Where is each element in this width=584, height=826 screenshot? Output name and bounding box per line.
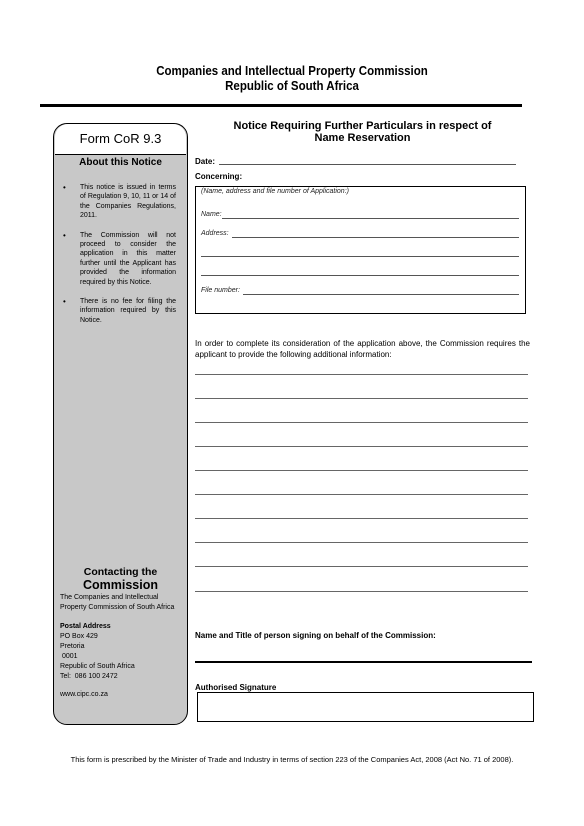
response-line[interactable]	[195, 422, 528, 423]
website-link[interactable]: www.cipc.co.za	[60, 691, 108, 698]
postal-title: Postal Address	[60, 623, 111, 630]
response-line[interactable]	[195, 446, 528, 447]
response-line[interactable]	[195, 494, 528, 495]
footer-note: This form is prescribed by the Minister of Trade and Industry in terms of section 223 of the Companies Act, 2008 (Act No. 71 of 2008).	[70, 755, 514, 764]
postal-line: 0001	[60, 653, 78, 660]
about-bullets	[63, 183, 176, 335]
header-divider	[40, 104, 522, 107]
about-bullet-3: • There is no fee for filing the information required by this Notice.	[63, 297, 176, 325]
org-line2: Property Commission of South Africa	[60, 604, 175, 611]
form-name: Form CoR 9.3	[55, 124, 186, 155]
about-title: About this Notice	[79, 157, 162, 168]
response-line[interactable]	[195, 398, 528, 399]
file-number-field[interactable]	[243, 294, 519, 295]
signer-label: Name and Title of person signing on behalf of the Commission:	[195, 631, 436, 640]
country-name: Republic of South Africa	[225, 79, 359, 93]
response-line[interactable]	[195, 470, 528, 471]
notice-title-line2: Name Reservation	[314, 132, 411, 144]
response-line[interactable]	[195, 542, 528, 543]
address-field-line[interactable]	[201, 275, 519, 276]
response-line[interactable]	[195, 518, 528, 519]
file-number-label: File number:	[201, 287, 240, 294]
signature-box[interactable]	[197, 692, 534, 722]
commission-name: Companies and Intellectual Property Commission	[156, 64, 428, 78]
response-line[interactable]	[195, 591, 528, 592]
name-field[interactable]	[222, 218, 519, 219]
notice-title-line1: Notice Requiring Further Particulars in respect of	[233, 120, 492, 132]
address-field-line[interactable]	[232, 237, 519, 238]
telephone: Tel: 086 100 2472	[60, 673, 118, 680]
contact-title-line1: Contacting the	[83, 566, 158, 578]
response-line[interactable]	[195, 374, 528, 375]
about-bullet-2: • The Commission will not proceed to consider the application in this matter further until the Applicant has provided the information required by this Notice.	[63, 231, 176, 287]
signature-label: Authorised Signature	[195, 683, 277, 692]
org-line1: The Companies and Intellectual	[60, 594, 159, 601]
contact-title-line2: Commission	[82, 578, 158, 592]
postal-line: Republic of South Africa	[60, 663, 135, 670]
address-label: Address:	[201, 230, 229, 237]
date-label: Date:	[195, 157, 216, 166]
postal-line: PO Box 429	[60, 633, 98, 640]
date-field[interactable]	[219, 164, 516, 165]
about-bullet-1: • This notice is issued in terms of Regulation 9, 10, 11 or 14 of the Companies Regulations, 2011.	[63, 183, 176, 221]
applicant-hint: (Name, address and file number of Application:)	[201, 188, 349, 195]
name-label: Name:	[201, 211, 222, 218]
response-line[interactable]	[195, 566, 528, 567]
address-field-line[interactable]	[201, 256, 519, 257]
postal-line: Pretoria	[60, 643, 85, 650]
instruction-text: In order to complete its consideration of the application above, the Commission requires the applicant to provide the following additional information:	[195, 339, 530, 359]
signer-name-field[interactable]	[195, 661, 532, 663]
concerning-label: Concerning:	[195, 172, 243, 181]
